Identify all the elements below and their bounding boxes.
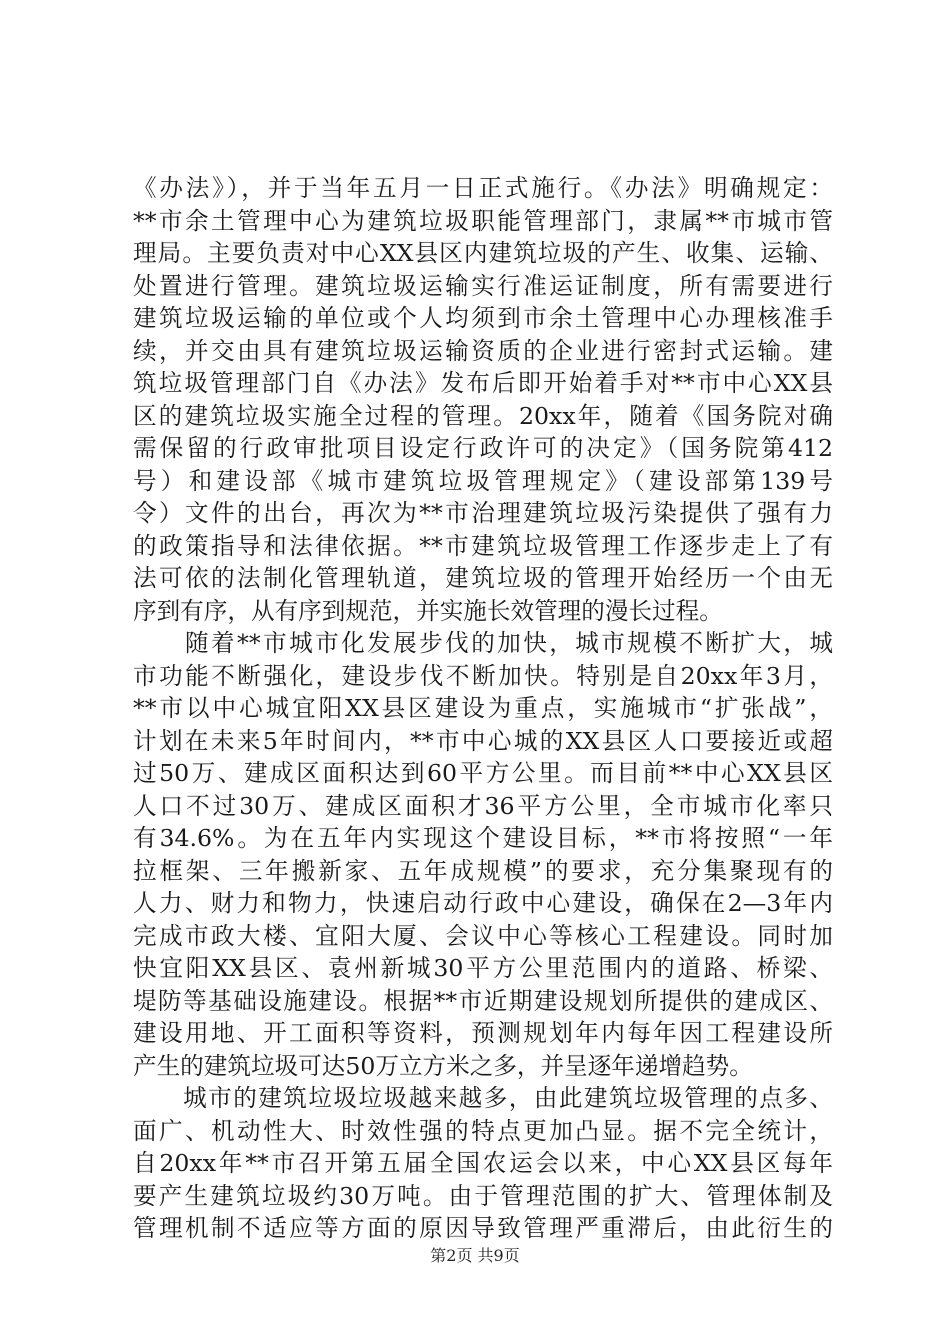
- text-line: **市余土管理中心为建筑垃圾职能管理部门，隶属**市城市管: [133, 206, 833, 235]
- text-line: 快宜阳XX县区、袁州新城30平方公里范围内的道路、桥梁、: [133, 954, 833, 982]
- text-line: 面广、机动性大、时效性强的特点更加凸显。据不完全统计，: [133, 1116, 833, 1145]
- text-line: 自20xx年**市召开第五届全国农运会以来，中心XX县区每年: [133, 1149, 833, 1177]
- text-line: 理局。主要负责对中心XX县区内建筑垃圾的产生、收集、运输、: [133, 239, 833, 267]
- text-line: 法可依的法制化管理轨道，建筑垃圾的管理开始经历一个由无: [133, 564, 833, 592]
- text-line: 建筑垃圾运输的单位或个人均须到市余土管理中心办理核准手: [133, 304, 833, 332]
- text-line: 市功能不断强化，建设步伐不断加快。特别是自20xx年3月，: [133, 661, 833, 690]
- page-footer: 第2页 共9页: [430, 1246, 520, 1265]
- text-line: 拉框架、三年搬新家、五年成规模”的要求，充分集聚现有的: [133, 856, 833, 885]
- text-line: 令）文件的出台，再次为**市治理建筑垃圾污染提供了强有力: [133, 499, 833, 527]
- text-line: 要产生建筑垃圾约30万吨。由于管理范围的扩大、管理体制及: [133, 1181, 833, 1210]
- text-line: 的政策指导和法律依据。**市建筑垃圾管理工作逐步走上了有: [133, 531, 833, 560]
- text-line: 计划在未来5年时间内，**市中心城的XX县区人口要接近或超: [133, 726, 833, 755]
- text-line: 随着**市城市化发展步伐的加快，城市规模不断扩大，城: [133, 629, 833, 657]
- text-line: 续，并交由具有建筑垃圾运输资质的企业进行密封式运输。建: [133, 336, 833, 365]
- text-line: 人口不过30万、建成区面积才36平方公里，全市城市化率只: [133, 791, 833, 820]
- text-line: 区的建筑垃圾实施全过程的管理。20xx年，随着《国务院对确: [133, 401, 833, 430]
- text-line: 需保留的行政审批项目设定行政许可的决定》（国务院第412: [133, 434, 833, 462]
- text-line: 产生的建筑垃圾可达50万立方米之多，并呈逐年递增趋势。: [133, 1051, 753, 1080]
- text-line: 有34.6%。为在五年内实现这个建设目标，**市将按照“一年: [133, 824, 833, 852]
- text-line: 过50万、建成区面积达到60平方公里。而目前**中心XX县区: [133, 759, 833, 787]
- text-line: 号）和建设部《城市建筑垃圾管理规定》（建设部第139号: [133, 466, 833, 495]
- text-line: 建设用地、开工面积等资料，预测规划年内每年因工程建设所: [133, 1019, 833, 1047]
- text-line: 序到有序，从有序到规范，并实施长效管理的漫长过程。: [133, 596, 723, 625]
- text-line: 管理机制不适应等方面的原因导致管理严重滞后，由此衍生的: [133, 1214, 833, 1242]
- text-line: 城市的建筑垃圾垃圾越来越多，由此建筑垃圾管理的点多、: [133, 1084, 833, 1112]
- body-text: [133, 172, 833, 1245]
- text-line: 筑垃圾管理部门自《办法》发布后即开始着手对**市中心XX县: [133, 369, 833, 397]
- text-line: 堤防等基础设施建设。根据**市近期建设规划所提供的建成区、: [133, 986, 833, 1015]
- text-line: 《办法》），并于当年五月一日正式施行。《办法》明确规定：: [133, 174, 833, 202]
- text-line: 人力、财力和物力，快速启动行政中心建设，确保在2—3年内: [133, 889, 833, 917]
- text-line: 处置进行管理。建筑垃圾运输实行准运证制度，所有需要进行: [133, 271, 833, 300]
- text-line: **市以中心城宜阳XX县区建设为重点，实施城市“扩张战”，: [133, 694, 833, 722]
- text-line: 完成市政大楼、宜阳大厦、会议中心等核心工程建设。同时加: [133, 921, 833, 950]
